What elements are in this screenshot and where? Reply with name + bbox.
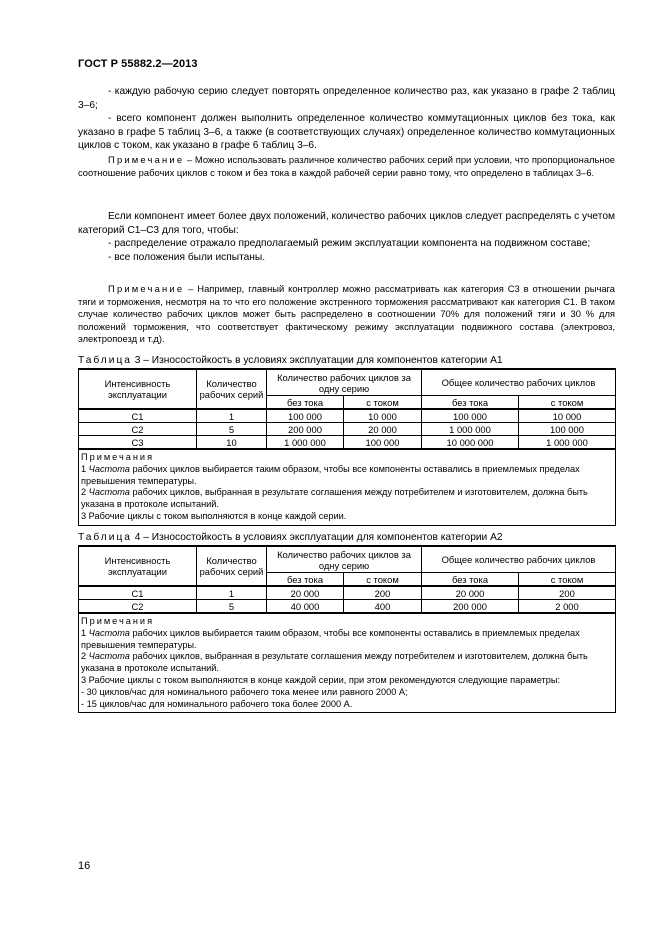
note-text: – Можно использовать различное количество рабочих серий при условии, что пропорциональное соотношение рабочих циклов с током и без тока в каждой рабочей серии равно тому, что определено в таблицах 3–6. <box>78 154 615 178</box>
note-item: 3 Рабочие циклы с током выполняются в конце каждой серии, при этом рекомендуются следующие параметры: <box>81 674 561 685</box>
table-cell: 10 000 <box>344 409 422 423</box>
note-label: Примечание <box>108 283 185 294</box>
header-cell: Общее количество рабочих циклов <box>422 546 616 573</box>
table-caption <box>78 354 503 367</box>
table-cell: 10 000 000 <box>422 436 519 450</box>
table-cell: 200 <box>519 586 616 600</box>
note-item: - 30 циклов/час для номинального рабочего тока менее или равного 2000 А; <box>81 686 408 697</box>
table-cell: 1 000 000 <box>519 436 616 450</box>
header-cell: без тока <box>422 573 519 587</box>
table-row <box>79 423 616 436</box>
table-cell: С1 <box>79 409 197 423</box>
table-caption <box>78 531 503 544</box>
table-notes <box>79 449 616 525</box>
table-cell: 100 000 <box>519 423 616 436</box>
table-row <box>79 436 616 450</box>
table-cell: С2 <box>79 423 197 436</box>
header-cell: Количество рабочих серий <box>197 369 267 409</box>
note-item <box>81 487 613 511</box>
table-a1 <box>78 368 616 526</box>
table-row <box>79 600 616 614</box>
note-number: 1 <box>81 463 89 474</box>
intro-list-item: - всего компонент должен выполнить определенное количество коммутационных циклов без тока, как указано в графе 5 таблиц 3–6, а также (в соответствующих случаях) определенное количество коммутационных циклов с током, как указано в графе 6 таблиц 3–6. <box>78 113 615 152</box>
note-number: 1 <box>81 627 89 638</box>
note-emphasis: Частота <box>88 487 130 498</box>
note-item: - 15 циклов/час для номинального рабочего тока более 2000 А. <box>81 698 353 709</box>
note-item: 3 Рабочие циклы с током выполняются в конце каждой серии. <box>81 510 347 521</box>
table-cell: С3 <box>79 436 197 450</box>
table-row <box>79 586 616 600</box>
note-text: рабочих циклов выбирается таким образом, чтобы все компоненты оставались в приемлемых пределах превышения температуры. <box>81 627 580 650</box>
note-number: 2 <box>81 487 89 498</box>
note-block <box>78 154 615 179</box>
table-cell: 20 000 <box>344 423 422 436</box>
header-cell: с током <box>519 396 616 410</box>
table-cell: С1 <box>79 586 197 600</box>
note-emphasis: Частота <box>88 651 130 662</box>
note-emphasis: Частота <box>88 463 130 474</box>
table-cell: 20 000 <box>422 586 519 600</box>
note-label: Примечание <box>108 154 185 165</box>
header-cell: Количество рабочих циклов за одну серию <box>267 546 422 573</box>
table-cell: 100 000 <box>267 409 344 423</box>
table-caption-text: 3 – Износостойкость в условиях эксплуатации для компонентов категории А1 <box>131 355 503 366</box>
table-cell: 10 <box>197 436 267 450</box>
header-cell: Интенсивность эксплуатации <box>79 546 197 586</box>
table-notes <box>79 613 616 713</box>
paragraph-list-item: - распределение отражало предполагаемый режим эксплуатации компонента на подвижном составе; <box>108 238 591 250</box>
table-a2 <box>78 545 616 713</box>
note-text: рабочих циклов, выбранная в результате соглашения между потребителем и изготовителем, должна быть указана в протоколе испытаний. <box>81 651 588 674</box>
note-text: – Например, главный контроллер можно рассматривать как категория С3 в отношении рычага тяги и торможения, несмотря на то что его положение экстренного торможения рассматривают как категория С1. В таком случае количество рабочих циклов может быть распределено в соотношении 70% для положений тяги и 30 % для положений торможения, что соответствует фактическому режиму эксплуатации подвижного состава (электровоз, электропоезд и т.д). <box>78 283 615 345</box>
page-number: 16 <box>78 860 91 872</box>
document-header: ГОСТ Р 55882.2—2013 <box>78 58 198 70</box>
note-emphasis: Частота <box>88 627 130 638</box>
intro-list-item: - каждую рабочую серию следует повторять определенное количество раз, как указано в графе 2 таблиц 3–6; <box>78 86 615 111</box>
note-item <box>81 628 613 652</box>
table-cell: 2 000 <box>519 600 616 614</box>
note-number: 2 <box>81 651 89 662</box>
header-cell: без тока <box>422 396 519 410</box>
table-caption-word: Таблица <box>78 532 132 543</box>
header-cell: Количество рабочих циклов за одну серию <box>267 369 422 396</box>
paragraph-text: Если компонент имеет более двух положений, количество рабочих циклов следует распределять с учетом категорий С1–С3 для того, чтобы: <box>78 211 615 236</box>
header-cell: без тока <box>267 573 344 587</box>
table-cell: 200 000 <box>422 600 519 614</box>
table-cell: 100 000 <box>344 436 422 450</box>
table-cell: 1 000 000 <box>422 423 519 436</box>
table-cell: 400 <box>344 600 422 614</box>
note-item <box>81 464 613 488</box>
notes-title: Примечания <box>81 616 155 626</box>
header-cell: без тока <box>267 396 344 410</box>
note-text: рабочих циклов выбирается таким образом, чтобы все компоненты оставались в приемлемых пределах превышения температуры. <box>81 463 580 486</box>
table-cell: 200 <box>344 586 422 600</box>
table-caption-text: 4 – Износостойкость в условиях эксплуатации для компонентов категории А2 <box>131 532 503 543</box>
table-cell: 1 000 000 <box>267 436 344 450</box>
header-cell: Интенсивность эксплуатации <box>79 369 197 409</box>
header-cell: Количество рабочих серий <box>197 546 267 586</box>
table-cell: 40 000 <box>267 600 344 614</box>
note-text: рабочих циклов, выбранная в результате соглашения между потребителем и изготовителем, должна быть указана в протоколе испытаний. <box>81 487 588 510</box>
note-item <box>81 651 613 675</box>
table-cell: 10 000 <box>519 409 616 423</box>
notes-title: Примечания <box>81 452 155 462</box>
table-cell: 100 000 <box>422 409 519 423</box>
header-cell: с током <box>344 573 422 587</box>
table-cell: 20 000 <box>267 586 344 600</box>
table-cell: 1 <box>197 409 267 423</box>
table-row <box>79 409 616 423</box>
table-cell: 5 <box>197 600 267 614</box>
paragraph-list-item: - все положения были испытаны. <box>108 251 266 263</box>
header-cell: с током <box>344 396 422 410</box>
note-block <box>78 283 615 346</box>
table-caption-word: Таблица <box>78 355 132 366</box>
intro-list <box>78 85 615 153</box>
paragraph <box>78 210 615 264</box>
table-cell: С2 <box>79 600 197 614</box>
header-cell: с током <box>519 573 616 587</box>
header-cell: Общее количество рабочих циклов <box>422 369 616 396</box>
table-cell: 5 <box>197 423 267 436</box>
table-cell: 1 <box>197 586 267 600</box>
table-cell: 200 000 <box>267 423 344 436</box>
